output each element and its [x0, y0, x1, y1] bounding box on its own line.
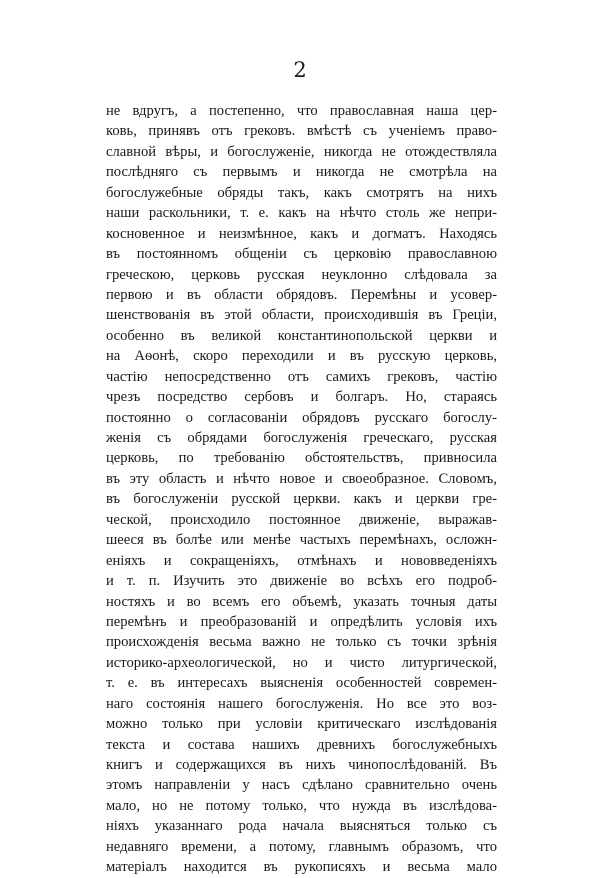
- text-line: греческою, церковь русская неуклонно слѣдовала за: [106, 266, 497, 283]
- body-text: [106, 101, 497, 878]
- text-line: первою и въ области обрядовъ. Перемѣны и усовер-: [106, 286, 497, 303]
- text-line: матеріалъ находится въ рукописяхъ и весьма мало: [106, 859, 497, 876]
- text-line: этомъ направленіи у насъ сдѣлано сравнительно очень: [106, 777, 497, 794]
- text-line: ческой, происходило постоянное движеніе, выражав-: [106, 511, 497, 528]
- text-line: косновенное и неизмѣнное, какъ и догматъ. Находясь: [106, 225, 497, 242]
- text-line: недавняго времени, а потому, главнымъ образомъ, что: [106, 838, 497, 855]
- text-line: церковь, по требованію обстоятельствъ, привносила: [106, 450, 497, 467]
- text-line: наго состоянія нашего богослуженія. Но все это воз-: [106, 695, 497, 712]
- text-line: особенно въ великой константинопольской церкви и: [106, 327, 497, 344]
- text-line: послѣдняго съ первымъ и никогда не смотрѣла на: [106, 164, 497, 181]
- text-line: наши раскольники, т. е. какъ на нѣчто столь же непри-: [106, 205, 497, 222]
- text-line: ковь, принявъ отъ грековъ. вмѣстѣ съ ученіемъ право-: [106, 123, 497, 140]
- text-line: шееся въ болѣе или менѣе частыхъ перемѣнахъ, осложн-: [106, 532, 497, 549]
- text-line: еніяхъ и сокращеніяхъ, отмѣнахъ и нововведеніяхъ: [106, 552, 497, 569]
- text-line: не вдругъ, а постепенно, что православная наша цер-: [106, 103, 497, 119]
- text-line: шенствованія въ этой области, происходившія въ Греціи,: [106, 307, 497, 324]
- text-line: перемѣнъ и преобразованій и опредѣлить условія ихъ: [106, 613, 497, 630]
- text-line: ностяхъ и во всемъ его объемѣ, указать точныя даты: [106, 593, 497, 610]
- text-line: мало, но не потому только, что нужда въ изслѣдова-: [106, 797, 497, 814]
- text-line: книгъ и содержащихся въ нихъ чинопослѣдованій. Въ: [106, 757, 497, 773]
- page-number: 2: [293, 58, 307, 82]
- text-line: постоянно о согласованіи обрядовъ русскаго богослу-: [106, 409, 497, 426]
- text-line: чрезъ посредство сербовъ и болгаръ. Но, стараясь: [106, 389, 497, 406]
- text-line: въ богослуженіи русской церкви. какъ и церкви гре-: [106, 491, 497, 508]
- text-line: женія съ обрядами богослуженія греческаго, русская: [106, 430, 497, 446]
- text-line: можно только при условіи критическаго изслѣдованія: [106, 716, 497, 733]
- text-line: богослужебные обряды такъ, какъ смотрятъ на нихъ: [106, 184, 497, 201]
- text-line: и т. п. Изучить это движеніе во всѣхъ его подроб-: [106, 573, 497, 590]
- text-line: частію непосредственно отъ самихъ грековъ, частію: [106, 368, 497, 385]
- text-line: происхожденія весьма важно не только съ точки зрѣнія: [106, 634, 497, 651]
- text-line: въ постоянномъ общеніи съ церковію православною: [106, 246, 497, 263]
- text-line: въ эту область и нѣчто новое и своеобразное. Словомъ,: [106, 470, 497, 487]
- text-line: текста и состава нашихъ древнихъ богослужебныхъ: [106, 736, 497, 753]
- text-line: славной вѣры, и богослуженіе, никогда не отождествляла: [106, 143, 497, 160]
- text-line: на Аѳонѣ, скоро переходили и въ русскую церковь,: [106, 348, 497, 365]
- text-line: историко-археологической, но и чисто литургической,: [106, 654, 497, 671]
- text-line: ніяхъ указаннаго рода начала выясняться только съ: [106, 818, 497, 835]
- text-line: т. е. въ интересахъ выясненія особенностей современ-: [106, 675, 497, 692]
